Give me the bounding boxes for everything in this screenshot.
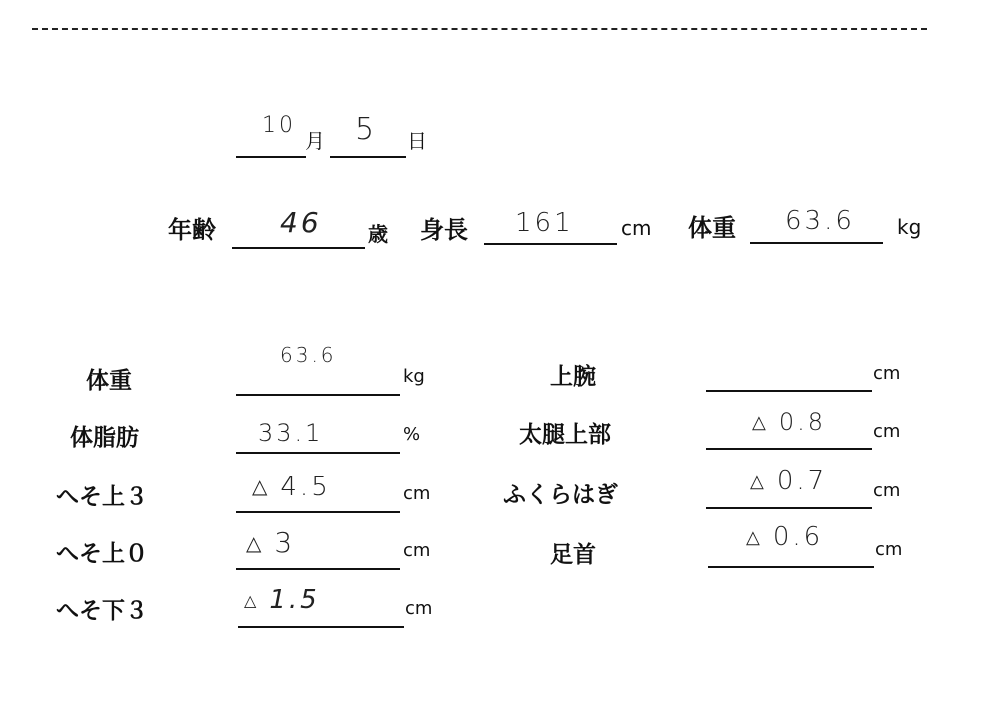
measure-label-ankle: 足首 [550, 542, 596, 568]
measure-underline-navel-below-3 [238, 626, 404, 628]
measure-label-navel-above-3: へそ上３ [56, 484, 148, 510]
measure-value-calf-wrap [750, 466, 827, 496]
date-day-unit: 日 [407, 129, 427, 153]
measure-unit-navel-below-3: cm [405, 598, 433, 619]
weight-value: 63.6 [785, 206, 855, 236]
measure-underline-navel-above-3 [236, 511, 400, 513]
measure-value-calf: 0.7 [776, 466, 828, 496]
height-label: 身長 [420, 216, 468, 244]
measure-label-body-fat: 体脂肪 [70, 425, 139, 451]
measure-value-ankle: 0.6 [772, 522, 824, 552]
height-unit: cm [621, 216, 652, 240]
measure-label-navel-above-0: へそ上０ [56, 541, 148, 567]
measure-unit-navel-above-0: cm [403, 540, 431, 561]
date-month-value: 10 [262, 113, 296, 138]
measure-label-navel-below-3: へそ下３ [56, 598, 148, 624]
decrease-icon: △ [746, 527, 763, 548]
weight-label: 体重 [688, 214, 736, 242]
measure-underline-body-fat [236, 452, 400, 454]
measure-value-navel-above-0-wrap [246, 526, 295, 559]
cut-line [32, 28, 927, 30]
measure-value-navel-above-3: 4.5 [280, 472, 331, 502]
measure-underline-calf [706, 507, 872, 509]
decrease-icon: △ [750, 471, 767, 492]
date-day-underline [330, 156, 406, 158]
measure-unit-weight: kg [403, 366, 425, 387]
decrease-icon: △ [752, 412, 769, 433]
measure-unit-ankle: cm [875, 539, 903, 560]
measure-value-navel-above-3-wrap [252, 472, 331, 502]
decrease-icon: △ [252, 474, 271, 498]
weight-unit: kg [897, 215, 922, 239]
measure-underline-upper-arm [706, 390, 872, 392]
measure-value-navel-below-3-wrap [244, 585, 320, 615]
measure-value-upper-thigh: 0.8 [778, 408, 827, 436]
age-underline [232, 247, 365, 249]
measure-underline-upper-thigh [706, 448, 872, 450]
measure-label-weight: 体重 [86, 368, 132, 394]
measure-underline-navel-above-0 [236, 568, 400, 570]
date-month-unit: 月 [305, 129, 325, 153]
weight-underline [750, 242, 883, 244]
measure-value-upper-thigh-wrap [752, 408, 826, 436]
measure-value-body-fat: 33.1 [258, 419, 324, 447]
measure-unit-upper-arm: cm [873, 363, 901, 384]
age-unit: 歳 [368, 222, 388, 246]
measure-label-calf: ふくらはぎ [503, 482, 618, 508]
measure-label-upper-arm: 上腕 [550, 364, 596, 390]
age-value: 46 [280, 206, 322, 239]
measure-underline-ankle [708, 566, 874, 568]
height-underline [484, 243, 617, 245]
measure-value-ankle-wrap [746, 522, 823, 552]
measure-unit-navel-above-3: cm [403, 483, 431, 504]
measure-unit-upper-thigh: cm [873, 421, 901, 442]
measure-value-navel-above-0: 3 [274, 526, 296, 559]
measure-unit-body-fat: % [403, 424, 421, 445]
date-month-underline [236, 156, 306, 158]
measure-value-weight: 63.6 [280, 343, 337, 367]
height-value: 161 [515, 208, 574, 238]
measure-value-navel-below-3: 1.5 [269, 585, 320, 615]
age-label: 年齢 [168, 216, 216, 244]
date-day-value: 5 [355, 112, 378, 147]
decrease-icon: △ [244, 591, 260, 610]
measure-label-upper-thigh: 太腿上部 [519, 422, 611, 448]
decrease-icon: △ [246, 531, 265, 555]
measure-underline-weight [236, 394, 400, 396]
measure-unit-calf: cm [873, 480, 901, 501]
